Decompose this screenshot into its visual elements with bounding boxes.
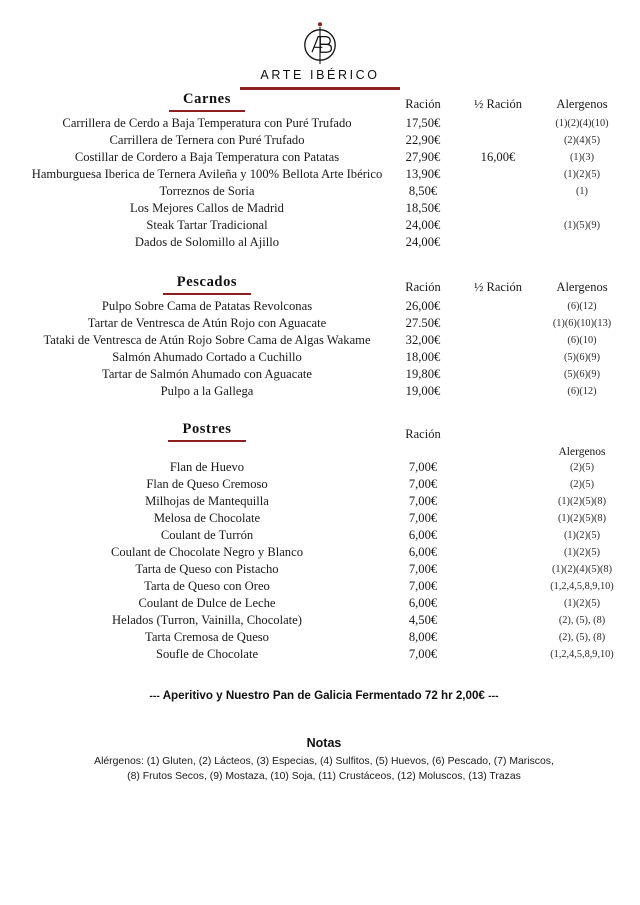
dish-name: Coulant de Dulce de Leche: [138, 595, 276, 610]
menu-item-row: [28, 493, 628, 510]
dish-allergens: (6)(12): [567, 300, 597, 312]
dish-price-half: [460, 383, 536, 400]
dish-name: Costillar de Cordero a Baja Temperatura con Patatas: [74, 149, 340, 164]
menu-item-row: [28, 132, 628, 149]
dish-price-racion: 6,00€: [408, 595, 438, 610]
menu-item-row: [28, 646, 628, 663]
dish-allergens: (6)(12): [567, 385, 597, 397]
column-header-racion: Ración: [405, 279, 441, 294]
dish-price-racion: 19,80€: [405, 366, 441, 381]
dish-price-half: [460, 183, 536, 200]
column-header-racion: Ración: [405, 96, 441, 111]
section-spacer: [28, 400, 620, 420]
dish-allergens: (5)(6)(9): [563, 368, 601, 380]
dish-allergens: (1)(6)(10)(13): [552, 317, 612, 329]
dish-price-half: [460, 493, 536, 510]
dish-name: Pulpo Sobre Cama de Patatas Revolconas: [101, 298, 313, 313]
dish-price-racion: 7,00€: [408, 561, 438, 576]
ab-monogram-circle-icon: [0, 20, 640, 66]
dish-price-racion: 6,00€: [408, 544, 438, 559]
dish-price-racion: 8,50€: [408, 183, 438, 198]
column-header-alergenos: Alergenos: [558, 445, 606, 458]
menu-item-row: [28, 561, 628, 578]
menu-item-row: [28, 476, 628, 493]
dish-allergens: (1): [575, 185, 588, 197]
menu-item-row: [28, 200, 628, 217]
menu-item-row: [28, 217, 628, 234]
dish-price-half: [460, 298, 536, 315]
dish-price-half: [460, 234, 536, 251]
section-postres: [28, 420, 628, 663]
menu-item-row: [28, 366, 628, 383]
dish-price-racion: 19,00€: [405, 383, 441, 398]
dish-price-half: [460, 510, 536, 527]
column-header-alergenos: Alergenos: [556, 279, 608, 294]
dish-allergens: (2), (5), (8): [558, 614, 606, 626]
dish-name: Coulant de Turrón: [160, 527, 254, 542]
dish-price-racion: 26,00€: [405, 298, 441, 313]
dish-name: Dados de Solomillo al Ajillo: [134, 234, 280, 249]
section-header-row: [28, 420, 628, 445]
dish-allergens: (2)(4)(5): [563, 134, 601, 146]
menu-item-row: [28, 527, 628, 544]
dish-price-half: [460, 595, 536, 612]
notas-line-2: (8) Frutos Secos, (9) Mostaza, (10) Soja, (11) Crustáceos, (12) Moluscos, (13) Trazas: [127, 770, 521, 782]
menu-item-row: [28, 383, 628, 400]
dish-price-racion: 6,00€: [408, 527, 438, 542]
dish-name: Carrillera de Ternera con Puré Trufado: [109, 132, 305, 147]
column-header-alergenos: Alergenos: [556, 96, 608, 111]
dish-price-half: [460, 166, 536, 183]
dish-price-half: [460, 115, 536, 132]
menu-item-row: [28, 315, 628, 332]
dish-price-half: 16,00€: [480, 149, 516, 164]
dish-name: Milhojas de Mantequilla: [145, 493, 269, 508]
dish-allergens: (2)(5): [569, 478, 594, 490]
dish-name: Tarta Cremosa de Queso: [145, 629, 269, 644]
menu-item-row: [28, 612, 628, 629]
section-title-pescados: Pescados: [163, 274, 251, 295]
dish-name: Helados (Turron, Vainilla, Chocolate): [112, 612, 302, 627]
dish-allergens: (1)(2)(5): [563, 168, 601, 180]
section-header-row: [28, 273, 628, 298]
dish-name: Steak Tartar Tradicional: [146, 217, 268, 232]
dish-name: Tataki de Ventresca de Atún Rojo Sobre Cama de Algas Wakame: [43, 332, 371, 347]
dish-price-racion: 7,00€: [408, 476, 438, 491]
aperitivo-text: Aperitivo y Nuestro Pan de Galicia Fermentado 72 hr 2,00€: [162, 688, 485, 702]
menu-item-row: [28, 234, 628, 251]
dish-price-racion: 24,00€: [405, 234, 441, 249]
dish-allergens: (5)(6)(9): [563, 351, 601, 363]
menu-item-row: [28, 510, 628, 527]
dish-name: Melosa de Chocolate: [153, 510, 261, 525]
section-header-row: [28, 90, 628, 115]
dish-allergens: (1)(2)(4)(5)(8): [551, 563, 613, 575]
dish-allergens: (2)(5): [569, 461, 594, 473]
menu-item-row: [28, 459, 628, 476]
menu-item-row: [28, 332, 628, 349]
dish-allergens: (1)(2)(5)(8): [557, 495, 607, 507]
menu-item-row: [28, 149, 628, 166]
dish-name: Tartar de Salmón Ahumado con Aguacate: [102, 366, 312, 381]
dish-name: Tartar de Ventresca de Atún Rojo con Aguacate: [87, 315, 327, 330]
notas-line-1: Alérgenos: (1) Gluten, (2) Lácteos, (3) Especias, (4) Sulfitos, (5) Huevos, (6) Pescado, (7) Mariscos,: [94, 755, 554, 767]
dish-name: Flan de Huevo: [169, 459, 245, 474]
section-title-postres: Postres: [168, 421, 245, 442]
dish-name: Los Mejores Callos de Madrid: [130, 200, 284, 215]
menu-item-row: [28, 629, 628, 646]
dish-name: Salmón Ahumado Cortado a Cuchillo: [112, 349, 302, 364]
dish-name: Soufle de Chocolate: [155, 646, 259, 661]
column-header-racion: Ración: [405, 426, 441, 441]
section-title-carnes: Carnes: [169, 91, 245, 112]
dish-price-racion: 13,90€: [405, 166, 441, 181]
dish-price-racion: 7,00€: [408, 646, 438, 661]
dish-allergens: (2), (5), (8): [558, 631, 606, 643]
section-subheader-row: [28, 445, 628, 459]
menu-item-row: [28, 595, 628, 612]
dish-price-half: [460, 612, 536, 629]
dish-price-half: [460, 476, 536, 493]
dish-name: Carrillera de Cerdo a Baja Temperatura con Puré Trufado: [62, 115, 352, 130]
dish-price-half: [460, 366, 536, 383]
dish-price-racion: 22,90€: [405, 132, 441, 147]
dish-price-racion: 27,90€: [405, 149, 441, 164]
notas-section: [28, 736, 620, 784]
dish-price-half: [460, 349, 536, 366]
dish-price-racion: 18,00€: [405, 349, 441, 364]
notas-title: Notas: [306, 735, 342, 750]
dish-name: Hamburguesa Iberica de Ternera Avileña y 100% Bellota Arte Ibérico: [31, 166, 383, 181]
dish-allergens: (1,2,4,5,8,9,10): [550, 648, 614, 660]
dish-allergens: (1)(2)(5)(8): [557, 512, 607, 524]
dish-allergens: (1)(2)(4)(10): [555, 117, 609, 129]
dish-price-racion: 7,00€: [408, 578, 438, 593]
dish-allergens: (1,2,4,5,8,9,10): [550, 580, 614, 592]
menu-header: [0, 0, 640, 90]
dish-name: Pulpo a la Gallega: [160, 383, 254, 398]
dish-price-half: [460, 544, 536, 561]
dish-price-half: [460, 561, 536, 578]
dish-price-half: [460, 217, 536, 234]
dish-price-half: [460, 332, 536, 349]
dish-price-half: [460, 578, 536, 595]
menu-item-row: [28, 115, 628, 132]
menu-item-row: [28, 183, 628, 200]
dish-allergens: [536, 234, 628, 251]
dish-price-half: [460, 527, 536, 544]
dish-price-racion: 7,00€: [408, 459, 438, 474]
dish-name: Tarta de Queso con Oreo: [144, 578, 270, 593]
dish-price-racion: 24,00€: [405, 217, 441, 232]
dish-price-racion: 8,00€: [408, 629, 438, 644]
column-header-half-racion: ½ Ración: [474, 96, 522, 111]
dish-allergens: (1)(2)(5): [563, 546, 601, 558]
dish-name: Coulant de Chocolate Negro y Blanco: [110, 544, 303, 559]
menu-item-row: [28, 298, 628, 315]
dish-price-half: [460, 315, 536, 332]
menu-item-row: [28, 578, 628, 595]
dish-price-racion: 4,50€: [408, 612, 438, 627]
aperitivo-dash-left: ---: [149, 689, 160, 702]
dish-name: Torreznos de Soria: [159, 183, 255, 198]
dish-price-racion: 17,50€: [405, 115, 441, 130]
dish-name: Tarta de Queso con Pistacho: [135, 561, 279, 576]
menu-item-row: [28, 349, 628, 366]
section-carnes: [28, 90, 628, 251]
dish-price-half: [460, 459, 536, 476]
menu-item-row: [28, 166, 628, 183]
dish-price-racion: 27.50€: [405, 315, 441, 330]
dish-price-half: [460, 646, 536, 663]
dish-allergens: (1)(5)(9): [563, 219, 601, 231]
dish-price-half: [460, 132, 536, 149]
menu-item-row: [28, 544, 628, 561]
menu-body: [20, 90, 620, 784]
dish-name: Flan de Queso Cremoso: [146, 476, 268, 491]
dish-allergens: [536, 200, 628, 217]
dish-price-half: [460, 629, 536, 646]
dish-price-half: [460, 200, 536, 217]
dish-price-racion: 32,00€: [405, 332, 441, 347]
dish-price-racion: 18,50€: [405, 200, 441, 215]
aperitivo-note: [28, 689, 620, 702]
dish-allergens: (1)(2)(5): [563, 529, 601, 541]
section-pescados: [28, 273, 628, 400]
section-spacer: [28, 251, 620, 273]
aperitivo-dash-right: ---: [488, 689, 499, 702]
dish-allergens: (6)(10): [567, 334, 597, 346]
dish-price-racion: 7,00€: [408, 510, 438, 525]
dish-price-racion: 7,00€: [408, 493, 438, 508]
dish-allergens: (1)(2)(5): [563, 597, 601, 609]
dish-allergens: (1)(3): [569, 151, 594, 163]
column-header-half-racion: ½ Ración: [474, 279, 522, 294]
brand-name: ARTE IBÉRICO: [260, 68, 380, 82]
